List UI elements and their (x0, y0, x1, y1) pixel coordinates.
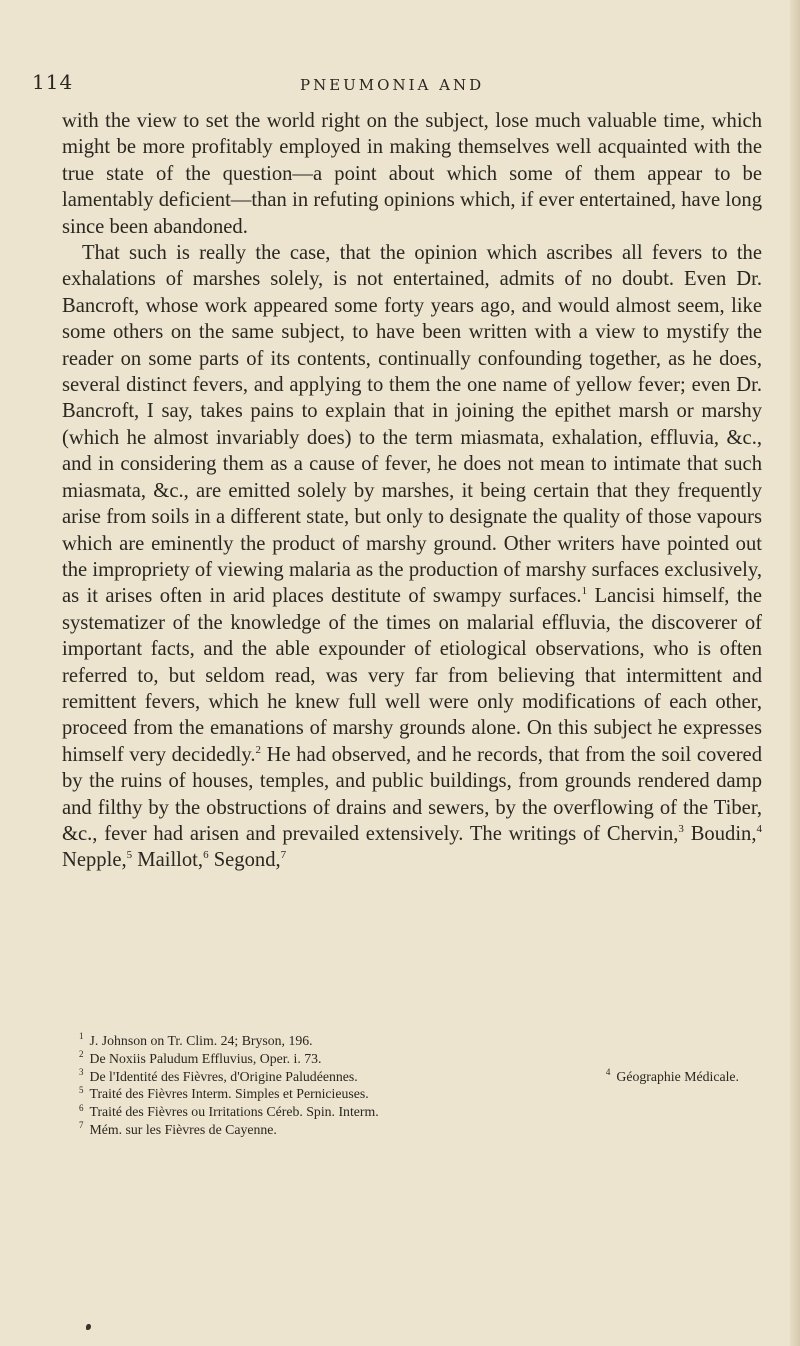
footnote-2 (79, 1050, 759, 1068)
footnote-1 (79, 1032, 759, 1050)
text-run: Nepple, (62, 849, 127, 872)
footnotes (79, 1032, 759, 1139)
footnote-4 (606, 1068, 739, 1086)
footnote-row (79, 1068, 739, 1086)
footnote-text: De l'Identité des Fièvres, d'Origine Paludéennes. (89, 1068, 358, 1084)
footnote-text: J. Johnson on Tr. Clim. 24; Bryson, 196. (89, 1033, 313, 1048)
footnote-ref: 4 (756, 823, 762, 836)
text-run: He had observed, and he records, that from the soil covered by the ruins of houses, temples, and public buildings, from grounds rendered damp and filthy by the obstructions of drains and sewers, by the overflowing of the Tiber, &c., fever had arisen and prevailed extensively. The writings of Chervin, (62, 743, 762, 845)
text-run: Boudin, (683, 822, 757, 845)
text-run: That such is really the case, that the opinion which ascribes all fevers to the exhalations of marshes solely, is not entertained, admits of no doubt. Even Dr. Bancroft, whose work appeared some forty years ago, and would almost seem, like some others on the same subject, to have been written with a view to mystify the reader on some parts of its contents, continually confounding together, as he does, several distinct fevers, and applying to them the one name of yellow fever; even Dr. Bancroft, I say, takes pains to explain that in joining the epithet marsh or marshy (which he almost invariably does) to the term miasmata, exhalation, effluvia, &c., and in considering them as a cause of fever, he does not mean to intimate that such miasmata, &c., are emitted solely by marshes, it being certain that they frequently arise from soils in a different state, but only to designate the quality of those vapours which are eminently the product of marshy ground. Other writers have pointed out the impropriety of viewing malaria as the production of marshy surfaces exclusively, as it arises often in arid places destitute of swampy surfaces. (62, 242, 762, 608)
footnote-3 (79, 1068, 358, 1086)
footnote-5 (79, 1085, 759, 1103)
footnote-text: Traité des Fièvres ou Irritations Céreb. Spin. Interm. (89, 1104, 379, 1120)
body-text (62, 108, 762, 874)
paragraph-1: with the view to set the world right on the subject, lose much valuable time, which might be more profitably employed in making themselves well acquainted with the true state of the question—a point about which some of them appear to be lamentably deficient—than in refuting opinions which, if ever entertained, have long since been abandoned. (62, 110, 762, 238)
footnote-text: De Noxiis Paludum Effluvius, Oper. i. 73. (89, 1050, 322, 1066)
footnote-ref: 5 (126, 849, 133, 862)
footnote-ref: 1 (581, 585, 588, 598)
footnote-number: 4 (605, 1067, 611, 1077)
footnote-number: 1 (79, 1031, 84, 1042)
footnote-text: Traité des Fièvres Interm. Simples et Pernicieuses. (89, 1086, 369, 1102)
footnote-ref: 6 (203, 849, 209, 862)
paragraph-2 (62, 240, 762, 874)
running-head: PNEUMONIA AND (300, 76, 485, 94)
text-run: Lancisi himself, the systematizer of the knowledge of the times on malarial effluvia, the discoverer of important facts, and the able expounder of etiological observations, who is often referred to, but seldom read, was very far from believing that intermittent and remittent fevers, which he knew full well were only modifications of each other, proceed from the emanations of marshy grounds alone. On this subject he expresses himself very decidedly. (62, 585, 762, 766)
footnote-7 (79, 1121, 759, 1139)
footnote-ref: 7 (280, 849, 287, 862)
footnote-ref: 3 (678, 823, 684, 836)
footnote-6 (79, 1103, 759, 1121)
footnote-number: 2 (79, 1049, 84, 1060)
ink-blot (86, 1324, 91, 1330)
footnote-ref: 2 (255, 743, 261, 756)
text-run: Maillot, (132, 849, 204, 872)
footnote-text: Mém. sur les Fièvres de Cayenne. (89, 1121, 277, 1137)
footnote-number: 6 (79, 1102, 84, 1113)
footnote-text: Géographie Médicale. (616, 1068, 739, 1084)
footnote-number: 5 (79, 1084, 84, 1095)
page-number: 114 (32, 70, 74, 94)
text-run: Segond, (208, 849, 281, 872)
footnote-number: 7 (79, 1120, 84, 1131)
footnote-number: 3 (79, 1067, 84, 1077)
page-edge (790, 0, 800, 1346)
